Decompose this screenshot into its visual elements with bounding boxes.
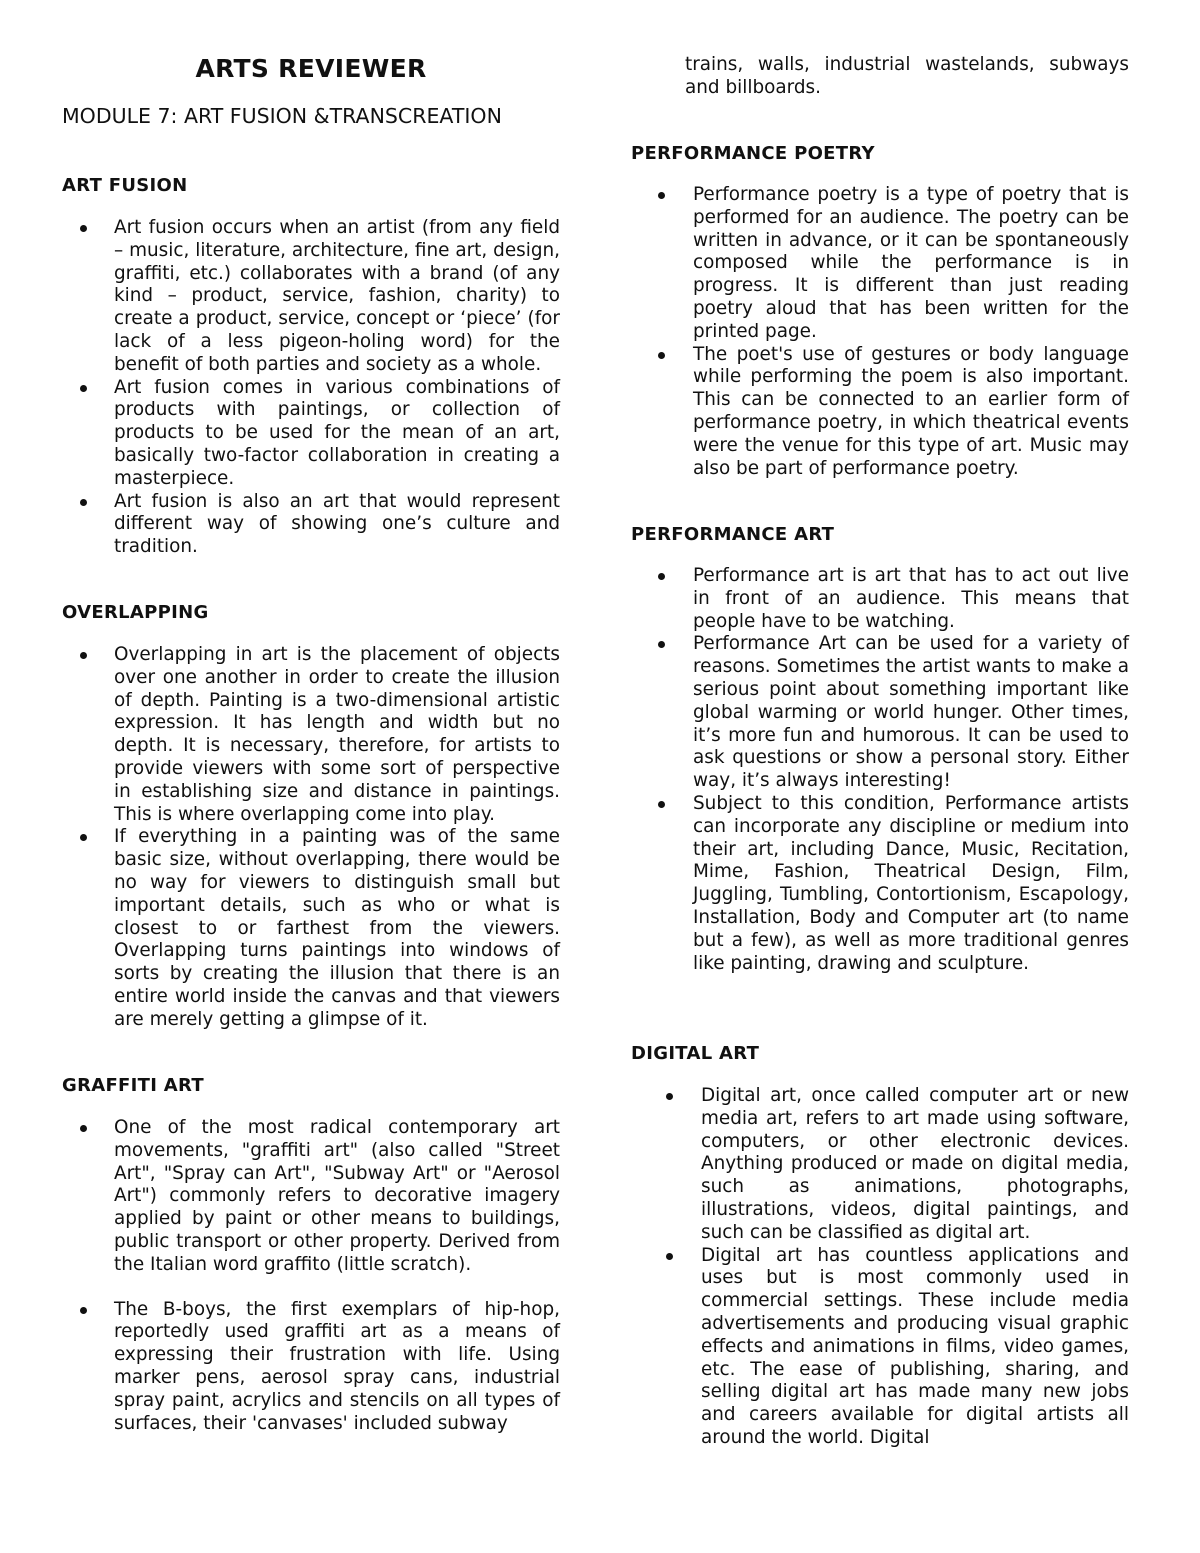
module-title: MODULE 7: ART FUSION &TRANSCREATION	[62, 104, 502, 128]
list-item: Digital art, once called computer art or new media art, refers to art made using software, computers, or other electronic devices. Anything produced or made on digital media, such as animations, photographs, illustrations, videos, digital paintings, and such can be classified as digital art.	[701, 1085, 1129, 1243]
heading-overlapping: OVERLAPPING	[62, 602, 209, 623]
list-item: Art fusion is also an art that would represent different way of showing one’s culture and tradition.	[114, 490, 560, 558]
document-title: ARTS REVIEWER	[195, 54, 427, 83]
list-item: The B-boys, the first exemplars of hip-hop, reportedly used graffiti art as a means of expressing their frustration with life. Using marker pens, aerosol spray cans, industrial spray paint, acrylics and stencils on all types of surfaces, their 'canvases' included subway	[114, 1298, 560, 1434]
list-item: Performance art is art that has to act out live in front of an audience. This means that people have to be watching.	[693, 565, 1129, 632]
list-item: Art fusion comes in various combinations of products with paintings, or collection of products to be used for the mean of an art, basically two-factor collaboration in creating a masterpiece.	[114, 376, 560, 489]
overlapping-list	[114, 644, 560, 1032]
list-item: Digital art has countless applications and uses but is most commonly used in commercial settings. These include media advertisements and producing visual graphic effects and animations in films, video games, etc. The ease of publishing, sharing, and selling digital art has made many new jobs and careers available for digital artists all around the world. Digital	[701, 1244, 1129, 1448]
list-item: Art fusion occurs when an artist (from any field – music, literature, architecture, fine art, design, graffiti, etc.) collaborates with a brand (of any kind – product, service, fashion, charity) to create a product, service, concept or ‘piece’ (for lack of a less pigeon-holing word) for the benefit of both parties and society as a whole.	[114, 217, 560, 375]
digital-art-list	[701, 1085, 1129, 1450]
list-item: One of the most radical contemporary art movements, "graffiti art" (also called "Street Art", "Spray can Art", "Subway Art" or "Aerosol Art") commonly refers to decorative imagery applied by paint or other means to buildings, public transport or other property. Derived from the Italian word graffito (little scratch).	[114, 1117, 560, 1275]
list-item: Performance poetry is a type of poetry that is performed for an audience. The poetry can be written in advance, or it can be spontaneously composed while the performance is in progress. It is different than just reading poetry aloud that has been written for the printed page.	[693, 184, 1129, 342]
list-item: The poet's use of gestures or body language while performing the poem is also important. This can be connected to an earlier form of performance poetry, in which theatrical events were the venue for this type of art. Music may also be part of performance poetry.	[693, 343, 1129, 479]
list-item: Overlapping in art is the placement of objects over one another in order to create the illusion of depth. Painting is a two-dimensional artistic expression. It has length and width but no depth. It is necessary, therefore, for artists to provide viewers with some sort of perspective in establishing size and distance in paintings. This is where overlapping come into play.	[114, 644, 560, 825]
heading-graffiti-art: GRAFFITI ART	[62, 1075, 204, 1096]
list-item: If everything in a painting was of the same basic size, without overlapping, there would be no way for viewers to distinguish small but important details, such as who or what is closest to or farthest from the viewers. Overlapping turns paintings into windows of sorts by creating the illusion that there is an entire world inside the canvas and that viewers are merely getting a glimpse of it.	[114, 826, 560, 1030]
list-item: Performance Art can be used for a variety of reasons. Sometimes the artist wants to make a serious point about something important like global warming or world hunger. Other times, it’s more fun and humorous. It can be used to ask questions or show a personal story. Either way, it’s always interesting!	[693, 633, 1129, 792]
graffiti-art-list	[114, 1117, 560, 1435]
graffiti-continuation: trains, walls, industrial wastelands, subways and billboards.	[685, 54, 1129, 98]
art-fusion-list	[114, 217, 560, 559]
heading-digital-art: DIGITAL ART	[631, 1043, 760, 1064]
heading-art-fusion: ART FUSION	[62, 175, 188, 196]
performance-poetry-list	[693, 184, 1129, 480]
performance-art-list	[693, 565, 1129, 975]
heading-performance-art: PERFORMANCE ART	[631, 524, 835, 545]
list-item: Subject to this condition, Performance artists can incorporate any discipline or medium into their art, including Dance, Music, Recitation, Mime, Fashion, Theatrical Design, Film, Juggling, Tumbling, Contortionism, Escapology, Installation, Body and Computer art (to name but a few), as well as more traditional genres like painting, drawing and sculpture.	[693, 792, 1129, 974]
heading-performance-poetry: PERFORMANCE POETRY	[631, 143, 875, 164]
